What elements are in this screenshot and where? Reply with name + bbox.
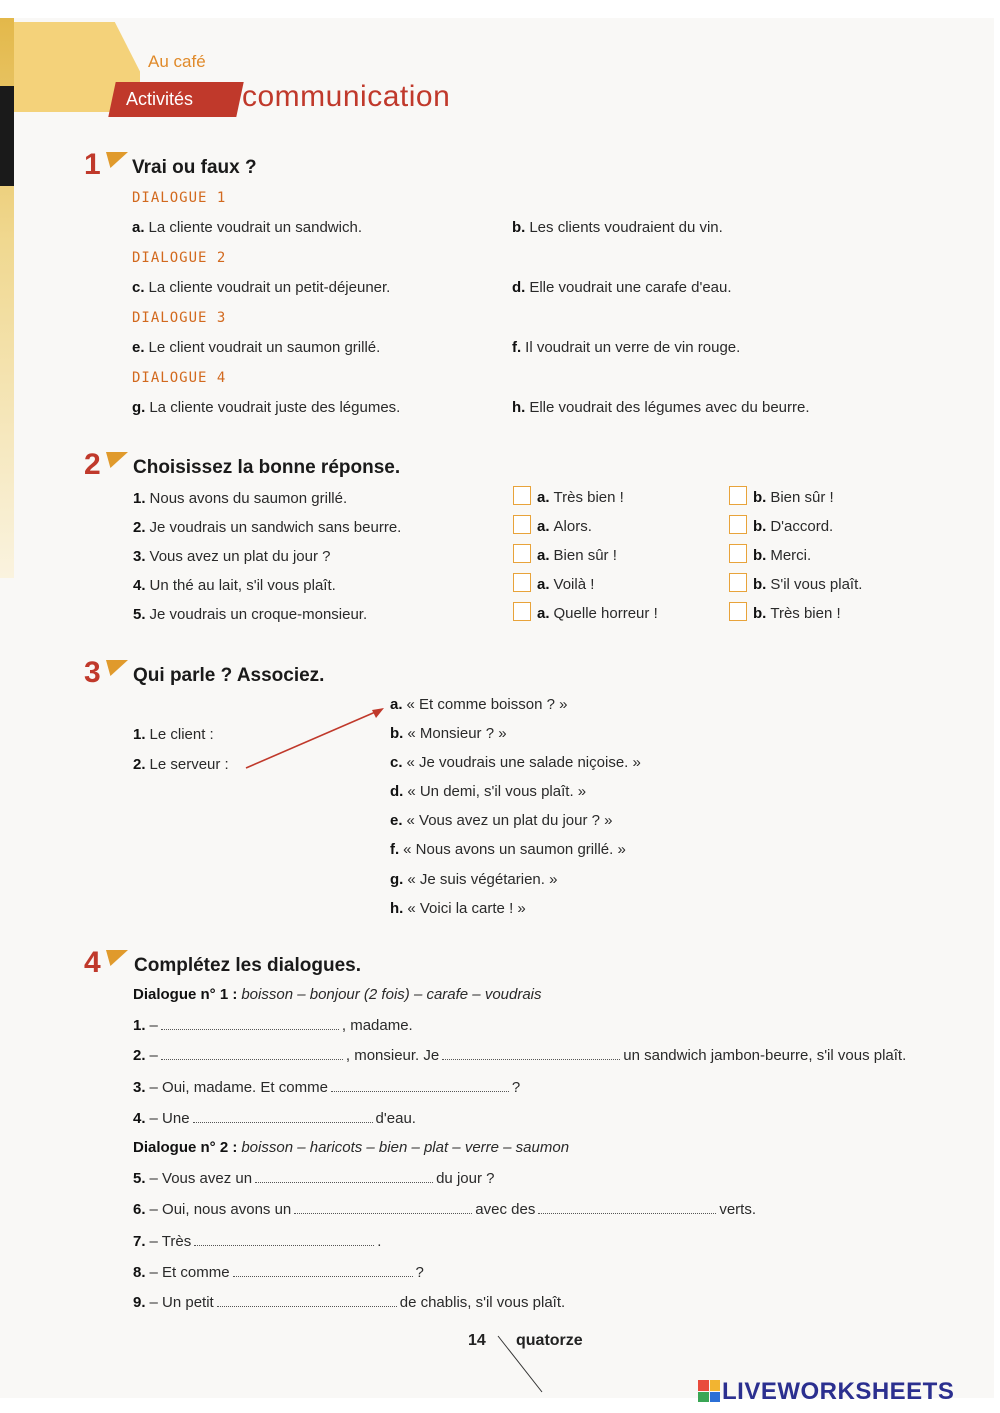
speaker-item: 1. Le client :: [133, 726, 214, 743]
answer-option-b: b. S'il vous plaît.: [753, 576, 863, 593]
blank-input[interactable]: [193, 1112, 373, 1123]
statement-item: d. Elle voudrait une carafe d'eau.: [512, 279, 732, 296]
statement-item: g. La cliente voudrait juste des légumes.: [132, 399, 401, 416]
answer-checkbox-a[interactable]: [513, 486, 531, 505]
blank-input[interactable]: [194, 1235, 374, 1246]
answer-option-b: b. D'accord.: [753, 518, 834, 535]
quote-item[interactable]: a. « Et comme boisson ? »: [390, 696, 568, 713]
quote-item[interactable]: b. « Monsieur ? »: [390, 725, 507, 742]
quote-item[interactable]: f. « Nous avons un saumon grillé. »: [390, 841, 626, 858]
question-item: 1. Nous avons du saumon grillé.: [133, 490, 348, 507]
blank-input[interactable]: [233, 1266, 413, 1277]
answer-option-a: a. Voilà !: [537, 576, 595, 593]
answer-checkbox-a[interactable]: [513, 515, 531, 534]
answer-option-a: a. Quelle horreur !: [537, 605, 658, 622]
section-2-number: 2: [84, 448, 101, 481]
fill-line: 8. – Et comme ?: [133, 1264, 424, 1281]
fill-line: 3. – Oui, madame. Et comme ?: [133, 1079, 521, 1096]
dialogue-1-wordbank: Dialogue n° 1 : boisson – bonjour (2 fois) – carafe – voudrais: [133, 986, 542, 1003]
answer-option-b: b. Bien sûr !: [753, 489, 834, 506]
statement-item: h. Elle voudrait des légumes avec du beurre.: [512, 399, 810, 416]
dialogue-label: DIALOGUE 1: [132, 190, 227, 206]
page-word: quatorze: [516, 1332, 583, 1349]
answer-checkbox-b[interactable]: [729, 486, 747, 505]
statement-item: e. Le client voudrait un saumon grillé.: [132, 339, 381, 356]
blank-input[interactable]: [331, 1081, 509, 1092]
blank-input[interactable]: [538, 1203, 716, 1214]
statement-item: c. La cliente voudrait un petit-déjeuner.: [132, 279, 391, 296]
breadcrumb: Au café: [148, 52, 206, 71]
activity-label: Activités: [126, 89, 194, 109]
answer-option-a: a. Très bien !: [537, 489, 624, 506]
dialogue-label: DIALOGUE 3: [132, 310, 227, 326]
question-item: 2. Je voudrais un sandwich sans beurre.: [133, 519, 402, 536]
answer-option-b: b. Très bien !: [753, 605, 841, 622]
section-4-title: Complétez les dialogues.: [134, 955, 361, 976]
section-1-title: Vrai ou faux ?: [132, 157, 257, 178]
section-2-title: Choisissez la bonne réponse.: [133, 457, 401, 478]
answer-checkbox-a[interactable]: [513, 544, 531, 563]
fill-line: 6. – Oui, nous avons un avec des verts.: [133, 1201, 757, 1218]
fill-line: 2. – , monsieur. Je un sandwich jambon-beurre, s'il vous plaît.: [133, 1047, 907, 1064]
blank-input[interactable]: [294, 1203, 472, 1214]
answer-checkbox-a[interactable]: [513, 602, 531, 621]
liveworksheets-logo-icon: [698, 1380, 720, 1402]
quote-item[interactable]: e. « Vous avez un plat du jour ? »: [390, 812, 613, 829]
question-item: 3. Vous avez un plat du jour ?: [133, 548, 331, 565]
speaker-item: 2. Le serveur :: [133, 756, 229, 773]
fill-line: 9. – Un petit de chablis, s'il vous plaît.: [133, 1294, 566, 1311]
answer-checkbox-b[interactable]: [729, 573, 747, 592]
answer-checkbox-b[interactable]: [729, 544, 747, 563]
answer-checkbox-b[interactable]: [729, 515, 747, 534]
quote-item[interactable]: g. « Je suis végétarien. »: [390, 871, 558, 888]
quote-item[interactable]: d. « Un demi, s'il vous plaît. »: [390, 783, 587, 800]
blank-input[interactable]: [442, 1049, 620, 1060]
statement-item: a. La cliente voudrait un sandwich.: [132, 219, 362, 236]
answer-option-b: b. Merci.: [753, 547, 812, 564]
dialogue-2-wordbank: Dialogue n° 2 : boisson – haricots – bien – plat – verre – saumon: [133, 1139, 570, 1156]
answer-option-a: a. Alors.: [537, 518, 592, 535]
watermark: LIVEWORKSHEETS: [722, 1378, 955, 1405]
page-number: 14: [468, 1332, 486, 1349]
blank-input[interactable]: [161, 1049, 343, 1060]
fill-line: 1. – , madame.: [133, 1017, 413, 1034]
fill-line: 4. – Une d'eau.: [133, 1110, 416, 1127]
question-item: 4. Un thé au lait, s'il vous plaît.: [133, 577, 336, 594]
blank-input[interactable]: [161, 1019, 339, 1030]
section-1-number: 1: [84, 148, 101, 181]
section-4-number: 4: [84, 946, 101, 979]
match-arrow[interactable]: [240, 698, 390, 774]
page-title: communication: [242, 80, 451, 113]
answer-option-a: a. Bien sûr !: [537, 547, 617, 564]
quote-item[interactable]: c. « Je voudrais une salade niçoise. »: [390, 754, 641, 771]
quote-item[interactable]: h. « Voici la carte ! »: [390, 900, 526, 917]
side-tab-marker: [0, 86, 14, 186]
blank-input[interactable]: [255, 1172, 433, 1183]
answer-checkbox-b[interactable]: [729, 602, 747, 621]
fill-line: 5. – Vous avez un du jour ?: [133, 1170, 495, 1187]
statement-item: f. Il voudrait un verre de vin rouge.: [512, 339, 741, 356]
fill-line: 7. – Très .: [133, 1233, 382, 1250]
blank-input[interactable]: [217, 1296, 397, 1307]
dialogue-label: DIALOGUE 4: [132, 370, 227, 386]
answer-checkbox-a[interactable]: [513, 573, 531, 592]
section-3-title: Qui parle ? Associez.: [133, 665, 325, 686]
dialogue-label: DIALOGUE 2: [132, 250, 227, 266]
statement-item: b. Les clients voudraient du vin.: [512, 219, 723, 236]
question-item: 5. Je voudrais un croque-monsieur.: [133, 606, 368, 623]
section-3-number: 3: [84, 656, 101, 689]
